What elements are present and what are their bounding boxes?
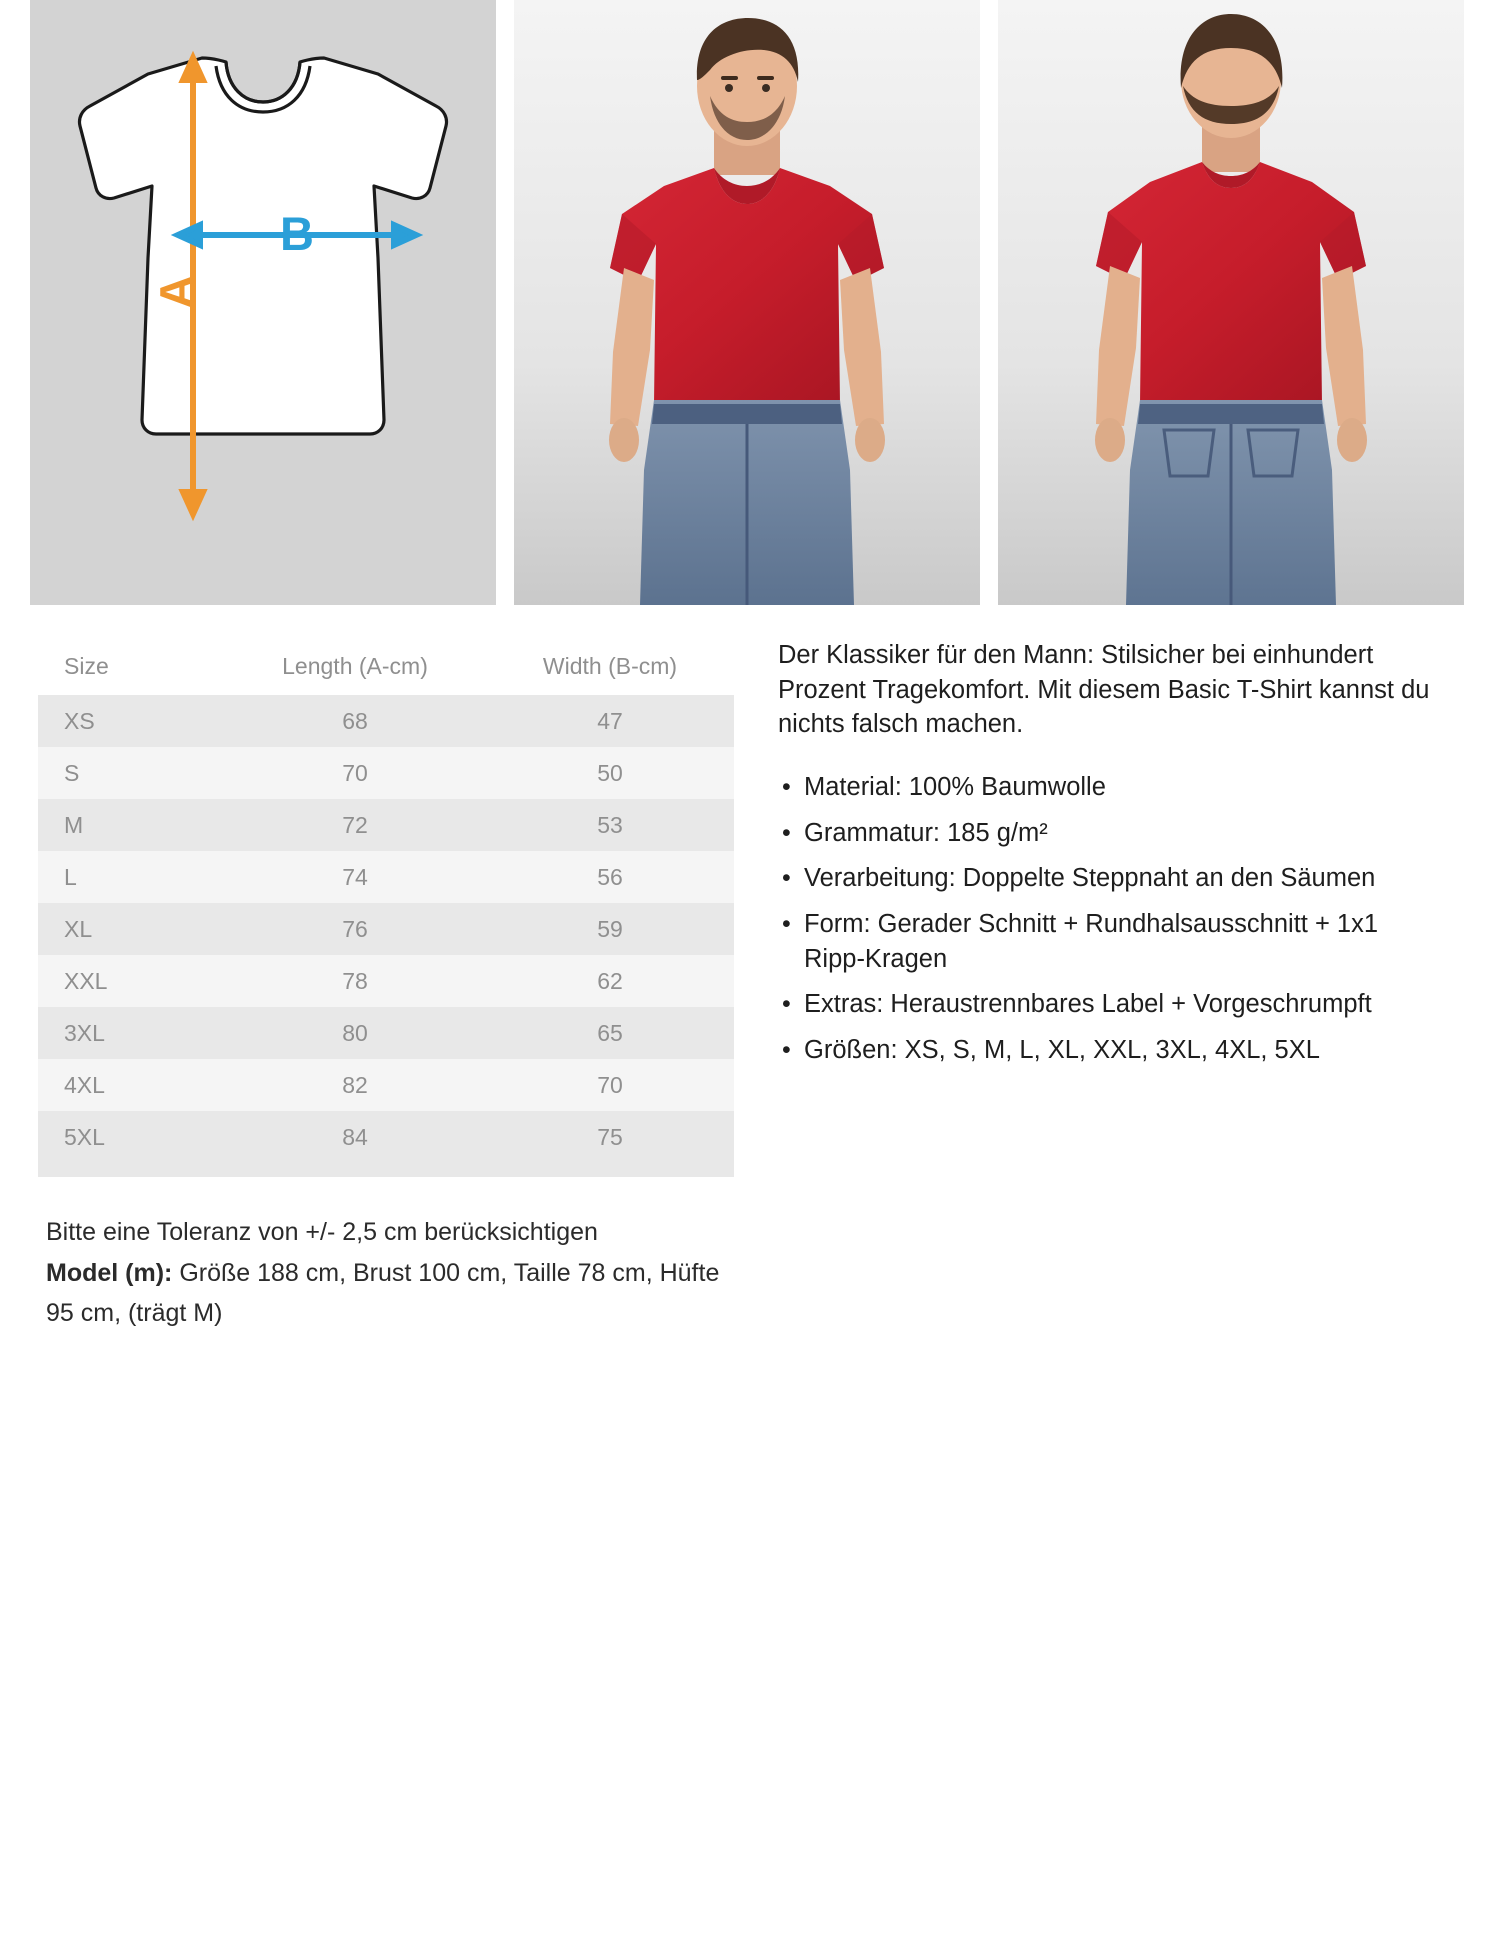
size-chart-header — [38, 637, 734, 695]
cell-size: XXL — [38, 955, 224, 1007]
feature-list — [778, 770, 1438, 1068]
model-measurements: Größe 188 cm, Brust 100 cm, Taille 78 cm, Hüfte 95 cm, (trägt M) — [46, 1258, 720, 1327]
cell-length: 78 — [224, 955, 486, 1007]
label-a: A — [150, 275, 203, 309]
cell-width: 53 — [486, 799, 734, 851]
table-row — [38, 955, 734, 1007]
header-length: Length (A-cm) — [224, 637, 486, 695]
cell-width: 70 — [486, 1059, 734, 1111]
size-notes — [46, 1212, 746, 1334]
cell-size: 5XL — [38, 1111, 224, 1163]
cell-length: 80 — [224, 1007, 486, 1059]
list-item: • Grammatur: 185 g/m² — [778, 816, 1438, 851]
list-item: • Verarbeitung: Doppelte Steppnaht an den Säumen — [778, 861, 1438, 896]
size-chart-body — [38, 695, 734, 1163]
cell-width: 65 — [486, 1007, 734, 1059]
product-photo-back — [998, 0, 1464, 605]
header-size: Size — [38, 637, 224, 695]
size-diagram-icon — [30, 0, 496, 605]
cell-width: 75 — [486, 1111, 734, 1163]
description-intro: Der Klassiker für den Mann: Stilsicher bei einhundert Prozent Tragekomfort. Mit diesem Basic T-Shirt kannst du nichts falsch machen. — [778, 641, 1430, 739]
model-back-illustration — [998, 0, 1464, 605]
cell-width: 59 — [486, 903, 734, 955]
cell-width: 50 — [486, 747, 734, 799]
cell-width: 47 — [486, 695, 734, 747]
cell-width: 56 — [486, 851, 734, 903]
table-bottom-strip — [38, 1155, 734, 1177]
table-row — [38, 1059, 734, 1111]
cell-size: 3XL — [38, 1007, 224, 1059]
model-label: Model (m): — [46, 1258, 173, 1287]
product-photo-front — [514, 0, 980, 605]
cell-size: XS — [38, 695, 224, 747]
cell-size: 4XL — [38, 1059, 224, 1111]
cell-length: 84 — [224, 1111, 486, 1163]
label-b: B — [280, 207, 314, 260]
table-row — [38, 851, 734, 903]
cell-length: 70 — [224, 747, 486, 799]
table-header-row — [38, 637, 734, 695]
cell-size: XL — [38, 903, 224, 955]
cell-length: 76 — [224, 903, 486, 955]
header-width: Width (B-cm) — [486, 637, 734, 695]
list-item: • Größen: XS, S, M, L, XL, XXL, 3XL, 4XL, 5XL — [778, 1033, 1438, 1068]
cell-length: 72 — [224, 799, 486, 851]
cell-length: 82 — [224, 1059, 486, 1111]
cell-length: 68 — [224, 695, 486, 747]
product-description — [778, 638, 1438, 1079]
cell-width: 62 — [486, 955, 734, 1007]
model-front-illustration — [514, 0, 980, 605]
table-row — [38, 695, 734, 747]
table-row — [38, 799, 734, 851]
cell-size: S — [38, 747, 224, 799]
table-row — [38, 1007, 734, 1059]
size-chart-table — [38, 637, 734, 1163]
cell-size: L — [38, 851, 224, 903]
list-item: • Extras: Heraustrennbares Label + Vorgeschrumpft — [778, 987, 1438, 1022]
list-item: • Material: 100% Baumwolle — [778, 770, 1438, 805]
tolerance-note: Bitte eine Toleranz von +/- 2,5 cm berücksichtigen — [46, 1218, 598, 1246]
table-row — [38, 903, 734, 955]
size-diagram-panel — [30, 0, 496, 605]
model-note — [46, 1253, 746, 1334]
product-image-strip — [30, 0, 1466, 605]
list-item: • Form: Gerader Schnitt + Rundhalsausschnitt + 1x1 Ripp-Kragen — [778, 907, 1438, 976]
cell-length: 74 — [224, 851, 486, 903]
cell-size: M — [38, 799, 224, 851]
table-row — [38, 747, 734, 799]
